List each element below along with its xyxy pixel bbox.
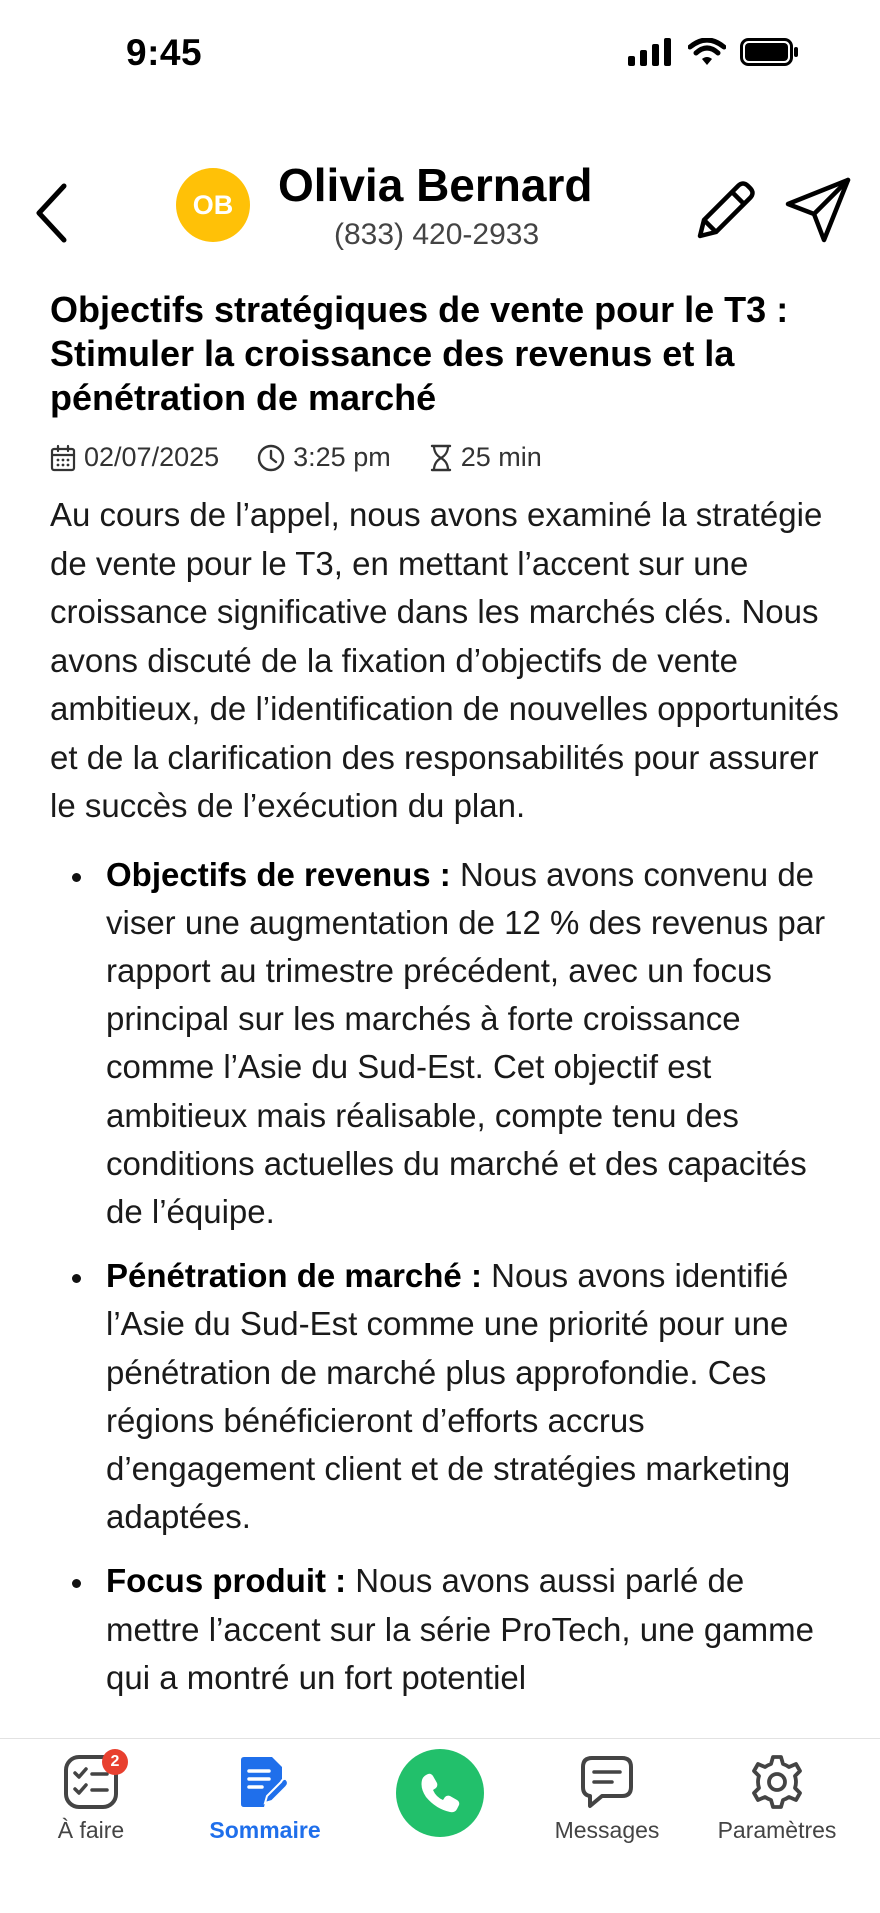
pencil-icon [690,176,760,246]
edit-button[interactable] [690,176,760,246]
bullet-label: Focus produit : [106,1562,347,1600]
nav-summary[interactable] [180,1753,350,1844]
bullet-text: Nous avons aussi parlé de mettre l’accent sur la série ProTech, une gamme qui a montré un fort potentiel [106,1562,814,1696]
clock-icon [257,444,285,472]
call-date-text: 02/07/2025 [84,442,220,472]
contact-phone: (833) 420-2933 [334,218,540,251]
nav-settings[interactable] [692,1753,862,1844]
hourglass-icon [429,444,453,472]
chevron-left-icon [33,182,69,244]
wifi-icon [688,38,726,66]
bullet-label: Objectifs de revenus : [106,855,451,893]
battery-icon [740,38,800,66]
document-edit-icon [236,1753,294,1811]
back-button[interactable] [26,178,76,248]
call-time-text: 3:25 pm [293,442,391,472]
contact-name: Olivia Bernard [278,159,593,211]
nav-messages[interactable] [522,1753,692,1844]
summary-content[interactable] [50,288,850,1738]
call-time [257,442,391,473]
nav-summary-label: Sommaire [209,1817,321,1843]
calendar-icon [50,444,76,472]
nav-messages-label: Messages [554,1817,660,1843]
bullet-item [50,1557,840,1702]
call-button[interactable] [396,1749,484,1837]
bottom-nav [0,1738,880,1913]
contact-header [0,150,880,270]
avatar: OB [176,168,250,242]
todo-badge: 2 [102,1749,128,1775]
nav-todo[interactable] [6,1753,176,1844]
status-icons [628,38,800,66]
call-meta [50,442,850,473]
bullet-text: Nous avons convenu de viser une augmentation de 12 % des revenus par rapport au trimestre précédent, avec un focus principal sur les marchés à forte croissance comme l’Asie du Sud-Est. Cet objectif est ambitieux mais réalisable, compte tenu des conditions actuelles du marché et des capacités de l’équipe. [106,855,826,1230]
bullet-text: Nous avons identifié l’Asie du Sud-Est comme une priorité pour une pénétration de marché plus approfondie. Ces régions bénéficieront d’efforts accrus d’engagement client et de stratégies marketing adaptées. [106,1257,791,1536]
gear-icon [748,1753,806,1811]
status-bar [0,0,880,110]
call-duration [429,442,542,473]
signal-icon [628,38,674,66]
summary-title: Objectifs stratégiques de vente pour le T3 : Stimuler la croissance des revenus et la pénétration de marché [50,289,789,418]
phone-icon [418,1771,462,1815]
status-time: 9:45 [126,32,203,73]
summary-body: Au cours de l’appel, nous avons examiné la stratégie de vente pour le T3, en mettant l’accent sur une croissance significative dans les marchés clés. Nous avons discuté de la fixation d’objectifs de vente ambitieux, de l’identification de nouvelles opportunités et de la clarification des responsabilités pour assurer le succès de l’exécution du plan. [50,496,839,824]
nav-todo-label: À faire [57,1817,125,1843]
message-icon [578,1753,636,1811]
nav-settings-label: Paramètres [717,1817,837,1843]
call-date [50,442,219,473]
summary-bullets [50,851,850,1702]
share-button[interactable] [782,174,854,246]
bullet-label: Pénétration de marché : [106,1257,482,1295]
call-duration-text: 25 min [460,442,542,472]
bullet-item [50,1252,840,1541]
bullet-item [50,851,840,1237]
send-icon [782,174,854,246]
